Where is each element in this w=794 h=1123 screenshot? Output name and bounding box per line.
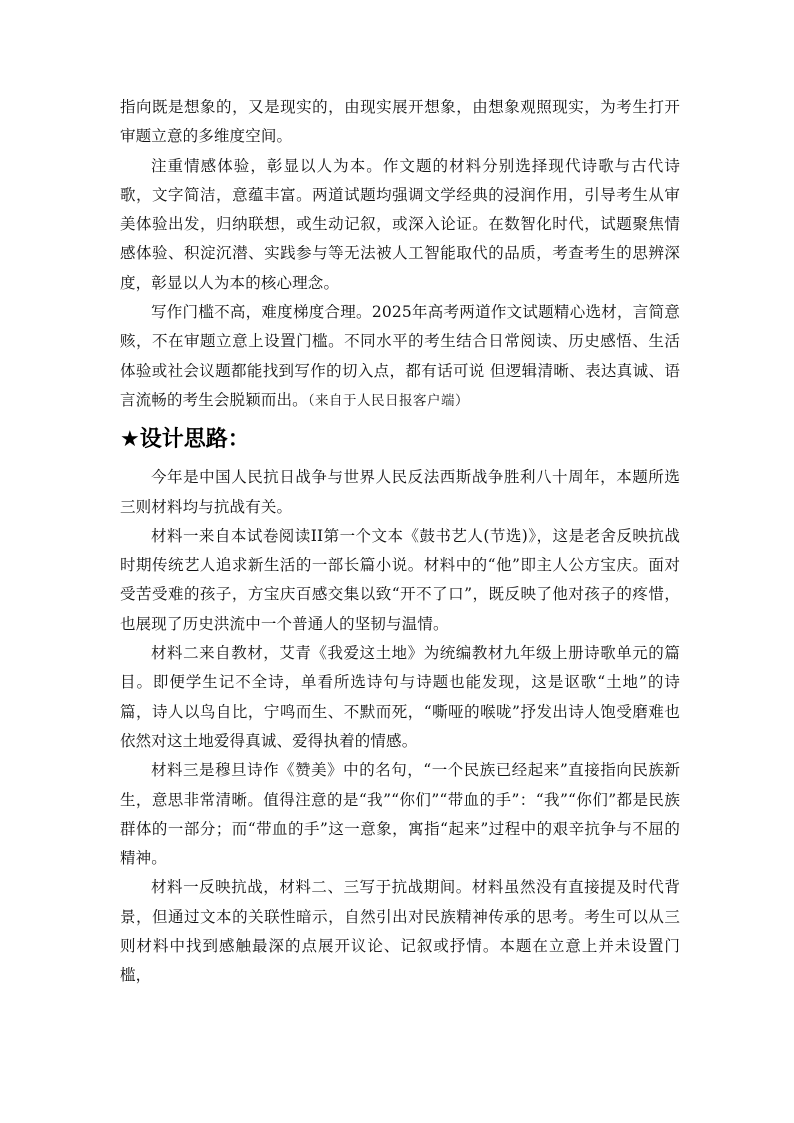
paragraph-8: 材料一反映抗战，材料二、三写于抗战期间。材料虽然没有直接提及时代背景，但通过文本的关联性暗示，自然引出对民族精神传承的思考。考生可以从三则材料中找到感触最深的点展开议论、记叙或抒情。本题在立意上并未设置门槛， — [120, 878, 680, 985]
star-icon: ★ — [120, 427, 140, 453]
paragraph-2: 注重情感体验，彰显以人为本。作文题的材料分别选择现代诗歌与古代诗歌，文字简洁，意蕴丰富。两道试题均强调文学经典的浸润作用，引导考生从审美体验出发，归纳联想，或生动记叙，或深入论证。在数智化时代，试题聚焦情感体验、积淀沉潜、实践参与等无法被人工智能取代的品质，考查考生的思辨深度，彰显以人为本的核心理念。 — [120, 156, 680, 292]
paragraph-3-text: 写作门槛不高，难度梯度合理。2025年高考两道作文试题精心选材，言简意赅，不在审题立意上设置门槛。不同水平的考生结合日常阅读、历史感悟、生活体验或社会议题都能找到写作的切入点，都有话可说 但逻辑清晰、表达真诚、语言流畅的考生会脱颖而出。 — [120, 303, 680, 409]
section-heading-title: 设计思路： — [139, 427, 250, 453]
section-heading — [120, 420, 680, 460]
paragraph-1: 指向既是想象的，又是现实的，由现实展开想象，由想象观照现实，为考生打开审题立意的多维度空间。 — [120, 98, 680, 146]
paragraph-5: 材料一来自本试卷阅读II第一个文本《鼓书艺人(节选)》，这是老舍反映抗战时期传统艺人追求新生活的一部长篇小说。材料中的“他”即主人公方宝庆。面对受苦受难的孩子，方宝庆百感交集以致“开不了口”，既反映了他对孩子的疼惜，也展现了历史洪流中一个普通人的坚韧与温情。 — [120, 526, 680, 633]
paragraph-4: 今年是中国人民抗日战争与世界人民反法西斯战争胜利八十周年，本题所选三则材料均与抗战有关。 — [120, 468, 680, 516]
paragraph-3 — [120, 298, 680, 416]
document-page — [120, 93, 680, 991]
source-note: （来自于人民日报客户端） — [307, 392, 470, 409]
paragraph-6: 材料二来自教材，艾青《我爱这土地》为统编教材九年级上册诗歌单元的篇目。即便学生记不全诗，单看所选诗句与诗题也能发现，这是讴歌“土地”的诗篇，诗人以鸟自比，宁鸣而生、不默而死，“嘶哑的喉咙”抒发出诗人饱受磨难也依然对这土地爱得真诚、爱得执着的情感。 — [120, 644, 680, 750]
paragraph-7: 材料三是穆旦诗作《赞美》中的名句，“一个民族已经起来”直接指向民族新生，意思非常清晰。值得注意的是“我”“你们”“带血的手”：“我”“你们”都是民族群体的一部分；而“带血的手”这一意象，寓指“起来”过程中的艰辛抗争与不屈的精神。 — [120, 761, 680, 868]
